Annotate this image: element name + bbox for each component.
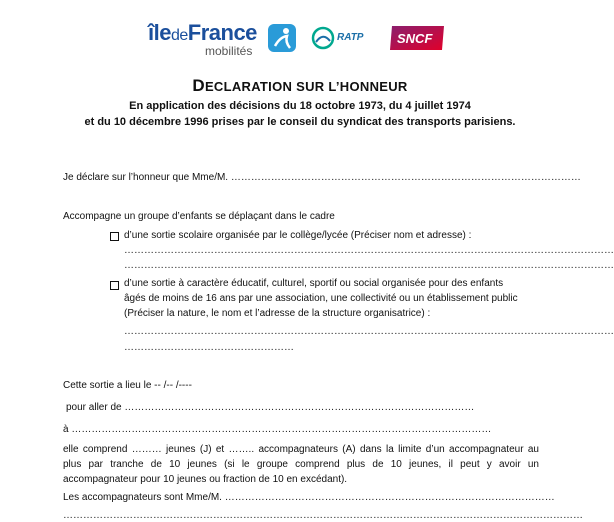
option2-dots-line-2: …………………………………………… <box>124 342 294 353</box>
option-sortie-scolaire-label: d’une sortie scolaire organisée par le collège/lycée (Préciser nom et adresse) : <box>124 230 472 241</box>
subtitle-line-2: et du 10 décembre 1996 prises par le conseil du syndicat des transports parisiens. <box>84 116 516 128</box>
svg-text:SNCF: SNCF <box>397 31 433 46</box>
pour-aller-de-line: pour aller de …………………………………………………………………………………………… <box>66 402 475 413</box>
option1-dots-line-1: ………………………………………………………………………………………………………………………………… <box>124 245 614 256</box>
ratp-logo-icon <box>311 26 335 50</box>
option-sortie-educative-line-3: (Préciser la nature, le nom et l’adresse de la structure organisatrice) : <box>124 308 431 319</box>
option-sortie-educative-line-1: d’une sortie à caractère éducatif, culturel, sportif ou social organisée pour des enfants <box>124 278 504 289</box>
accompagne-label: Accompagne un groupe d’enfants se déplaçant dans le cadre <box>63 211 335 222</box>
ile-de-france-logo: îledeFrance <box>148 20 257 45</box>
accompagnateurs-line: Les accompagnateurs sont Mme/M. ……………………………………………………………………………………… <box>63 492 555 503</box>
destination-line: à ……………………………………………………………………………………………………………… <box>63 424 492 435</box>
comprend-line-1: elle comprend ……… jeunes (J) et …….. accompagnateurs (A) dans la limite d’un accompagnateur au <box>63 444 539 455</box>
checkbox-sortie-scolaire[interactable] <box>110 232 119 241</box>
idf-person-icon <box>268 24 296 52</box>
option1-dots-line-2: ………………………………………………………………………………………………………………………………… <box>124 260 614 271</box>
sncf-logo <box>388 24 446 52</box>
page-title: DECLARATION SUR L’HONNEUR <box>192 76 408 95</box>
option-sortie-educative-line-2: âgés de moins de 16 ans par une association, une collectivité ou un établissement public <box>124 293 518 304</box>
comprend-line-2: plus par tranche de 10 jeunes (si le groupe comprend plus de 10 jeunes, il peut y avoir un <box>63 459 539 470</box>
ratp-logo-text: RATP <box>337 32 364 43</box>
last-dots-line: ………………………………………………………………………………………………………………………………………… <box>63 510 583 521</box>
date-line: Cette sortie a lieu le -- /-- /---- <box>63 380 192 391</box>
logo-row <box>0 6 600 56</box>
subtitle-line-1: En application des décisions du 18 octobre 1973, du 4 juillet 1974 <box>129 100 471 112</box>
declaration-line: Je déclare sur l’honneur que Mme/M. …………………………………………………………………………………………… <box>63 172 581 183</box>
ile-de-france-mobilites-text: mobilités <box>205 44 253 58</box>
checkbox-sortie-educative[interactable] <box>110 281 119 290</box>
option2-dots-line-1: ………………………………………………………………………………………………………………………………… <box>124 326 614 337</box>
comprend-line-3: accompagnateur pour 10 jeunes ou fraction de 10 en excédant). <box>63 474 348 485</box>
